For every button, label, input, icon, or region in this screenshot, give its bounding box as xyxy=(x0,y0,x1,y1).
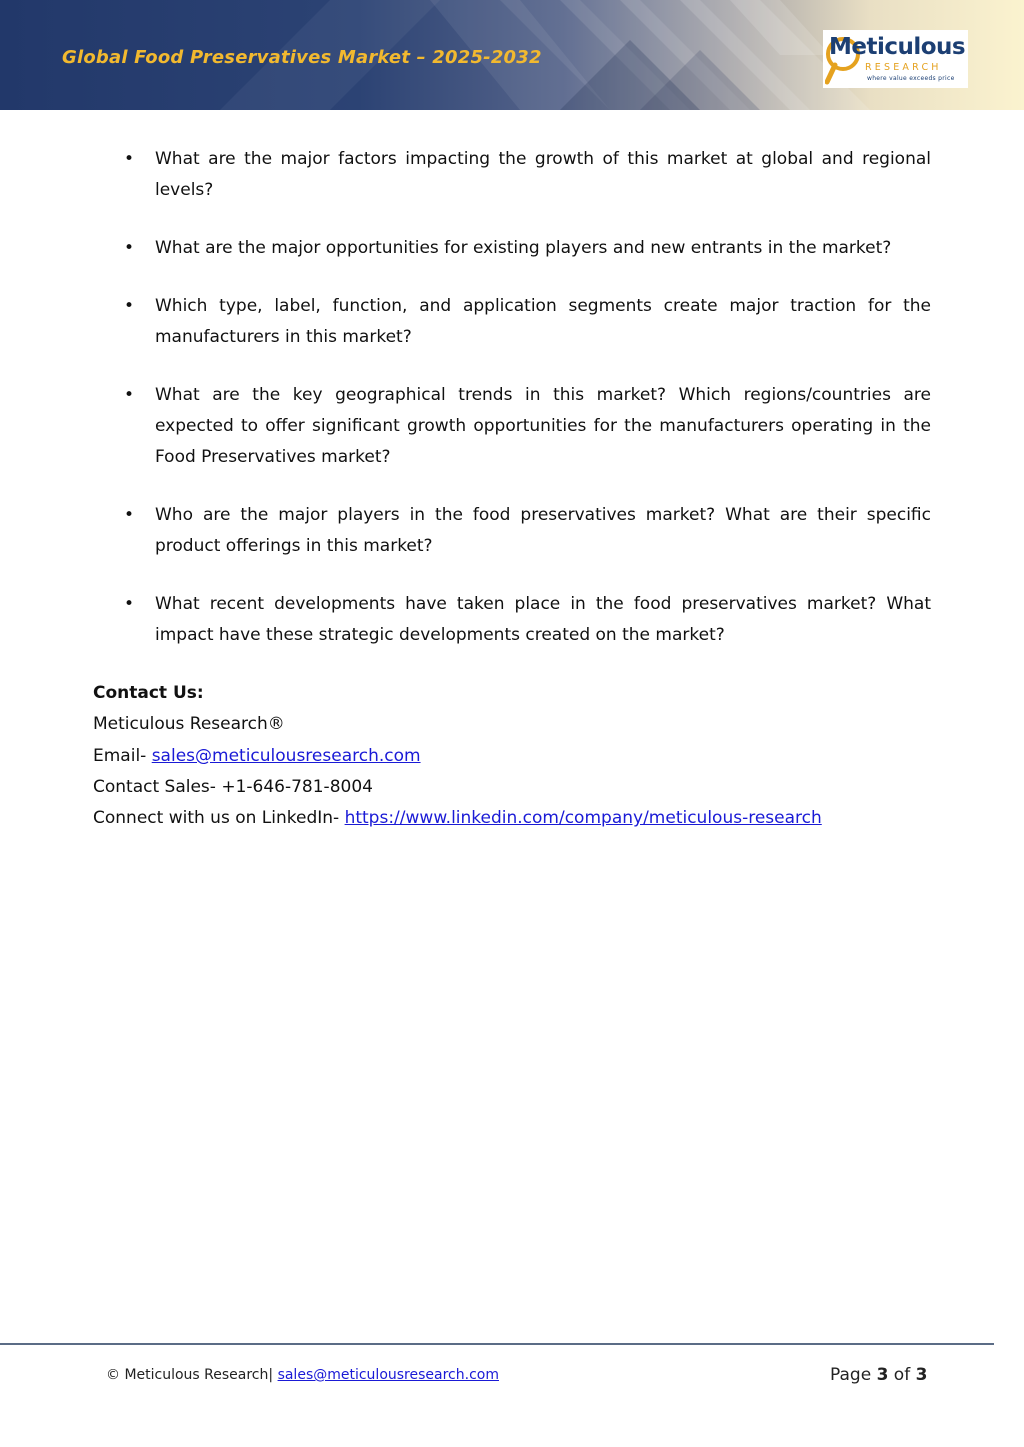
meticulous-research-logo xyxy=(823,30,968,88)
list-item xyxy=(93,500,931,562)
footer-divider xyxy=(0,1343,994,1345)
footer-copyright xyxy=(106,1367,499,1383)
page-word: Page xyxy=(830,1365,877,1385)
page-header-banner xyxy=(0,0,1024,110)
bullet-icon: • xyxy=(124,238,135,258)
logo-subtitle: RESEARCH xyxy=(865,62,942,73)
contact-section xyxy=(93,678,931,834)
bullet-icon: • xyxy=(124,149,135,169)
bullet-icon: • xyxy=(124,385,135,405)
page-of: of xyxy=(888,1365,916,1385)
key-questions-list xyxy=(93,144,931,651)
question-text: What recent developments have taken place in the food preservatives market? What impact have these strategic developments created on the market? xyxy=(155,594,931,645)
question-text: Which type, label, function, and application segments create major traction for the manufacturers in this market? xyxy=(155,296,931,347)
footer-email-link[interactable]: sales@meticulousresearch.com xyxy=(277,1367,499,1383)
email-line xyxy=(93,741,931,772)
question-text: What are the major factors impacting the growth of this market at global and regional levels? xyxy=(155,149,931,200)
page-current: 3 xyxy=(876,1365,889,1385)
list-item xyxy=(93,380,931,473)
bullet-icon: • xyxy=(124,296,135,316)
linkedin-line xyxy=(93,803,931,834)
list-item xyxy=(93,291,931,353)
bullet-icon: • xyxy=(124,505,135,525)
page-content xyxy=(93,144,931,834)
contact-sales-line: Contact Sales- +1-646-781-8004 xyxy=(93,776,373,797)
contact-heading: Contact Us: xyxy=(93,683,204,703)
document-title: Global Food Preservatives Market – 2025-2032 xyxy=(62,47,542,68)
email-label: Email- xyxy=(93,745,152,766)
page-number xyxy=(830,1365,927,1385)
question-text: What are the key geographical trends in this market? Which regions/countries are expected to offer significant growth opportunities for the manufacturers operating in the Food Preservatives market? xyxy=(155,385,931,467)
list-item xyxy=(93,233,931,264)
logo-wordmark: Meticulous xyxy=(829,34,966,60)
list-item xyxy=(93,144,931,206)
page-total: 3 xyxy=(915,1365,928,1385)
logo-tagline: where value exceeds price xyxy=(867,75,955,82)
linkedin-label: Connect with us on LinkedIn- xyxy=(93,808,345,829)
linkedin-link[interactable]: https://www.linkedin.com/company/meticulous-research xyxy=(344,808,822,829)
question-text: Who are the major players in the food preservatives market? What are their specific product offerings in this market? xyxy=(155,505,931,556)
list-item xyxy=(93,589,931,651)
copyright-text: © Meticulous Research| xyxy=(106,1367,278,1383)
email-link[interactable]: sales@meticulousresearch.com xyxy=(151,745,421,766)
company-name: Meticulous Research® xyxy=(93,714,285,735)
question-text: What are the major opportunities for existing players and new entrants in the market? xyxy=(155,238,892,258)
bullet-icon: • xyxy=(124,594,135,614)
